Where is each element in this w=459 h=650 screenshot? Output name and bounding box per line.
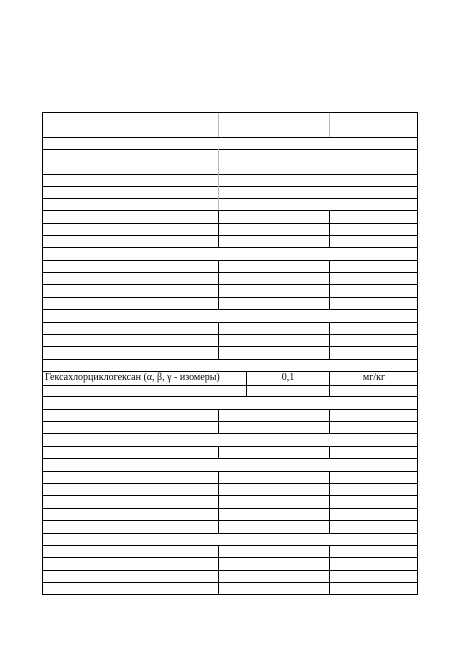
row-divider: [43, 174, 417, 175]
row-divider: [43, 334, 417, 335]
column-divider: [329, 545, 330, 595]
unit-cell: мг/кг: [362, 372, 386, 383]
column-divider: [218, 149, 219, 210]
row-divider: [43, 458, 417, 459]
column-divider: [218, 471, 219, 533]
column-divider: [218, 446, 219, 458]
row-divider: [43, 483, 417, 484]
row-divider: [43, 446, 417, 447]
column-divider: [218, 210, 219, 247]
row-divider: [43, 421, 417, 422]
row-divider: [43, 520, 417, 521]
row-divider: [43, 322, 417, 323]
substance-name-cell: Гексахлорциклогексан (α, β, γ - изомеры): [45, 372, 220, 383]
row-divider: [43, 297, 417, 298]
column-divider: [329, 322, 330, 359]
column-divider: [329, 260, 330, 309]
row-divider: [43, 137, 417, 138]
row-divider: [43, 557, 417, 558]
column-divider: [218, 322, 219, 359]
column-divider: [218, 260, 219, 309]
norm-value-cell: 0,1: [281, 372, 295, 383]
row-divider: [43, 247, 417, 248]
row-divider: [43, 309, 417, 310]
row-divider: [43, 210, 417, 211]
row-divider: [43, 471, 417, 472]
row-divider: [43, 409, 417, 410]
column-divider: [329, 409, 330, 433]
row-divider: [43, 359, 417, 360]
row-divider: [43, 508, 417, 509]
column-divider: [329, 210, 330, 247]
row-divider: [43, 260, 417, 261]
row-divider: [43, 198, 417, 199]
row-divider: [43, 346, 417, 347]
row-divider: [43, 272, 417, 273]
column-divider: [218, 409, 219, 433]
column-divider: [218, 545, 219, 595]
document-table: [42, 112, 418, 595]
column-divider: [329, 446, 330, 458]
column-divider: [329, 471, 330, 533]
row-divider: [43, 149, 417, 150]
row-divider: [43, 545, 417, 546]
row-divider: [43, 385, 417, 386]
row-divider: [43, 223, 417, 224]
row-divider: [43, 570, 417, 571]
column-divider: [329, 113, 330, 137]
row-divider: [43, 433, 417, 434]
row-divider: [43, 186, 417, 187]
row-divider: [43, 582, 417, 583]
row-divider: [43, 533, 417, 534]
row-divider: [43, 235, 417, 236]
row-divider: [43, 396, 417, 397]
row-divider: [43, 284, 417, 285]
row-divider: [43, 495, 417, 496]
column-divider: [218, 113, 219, 137]
